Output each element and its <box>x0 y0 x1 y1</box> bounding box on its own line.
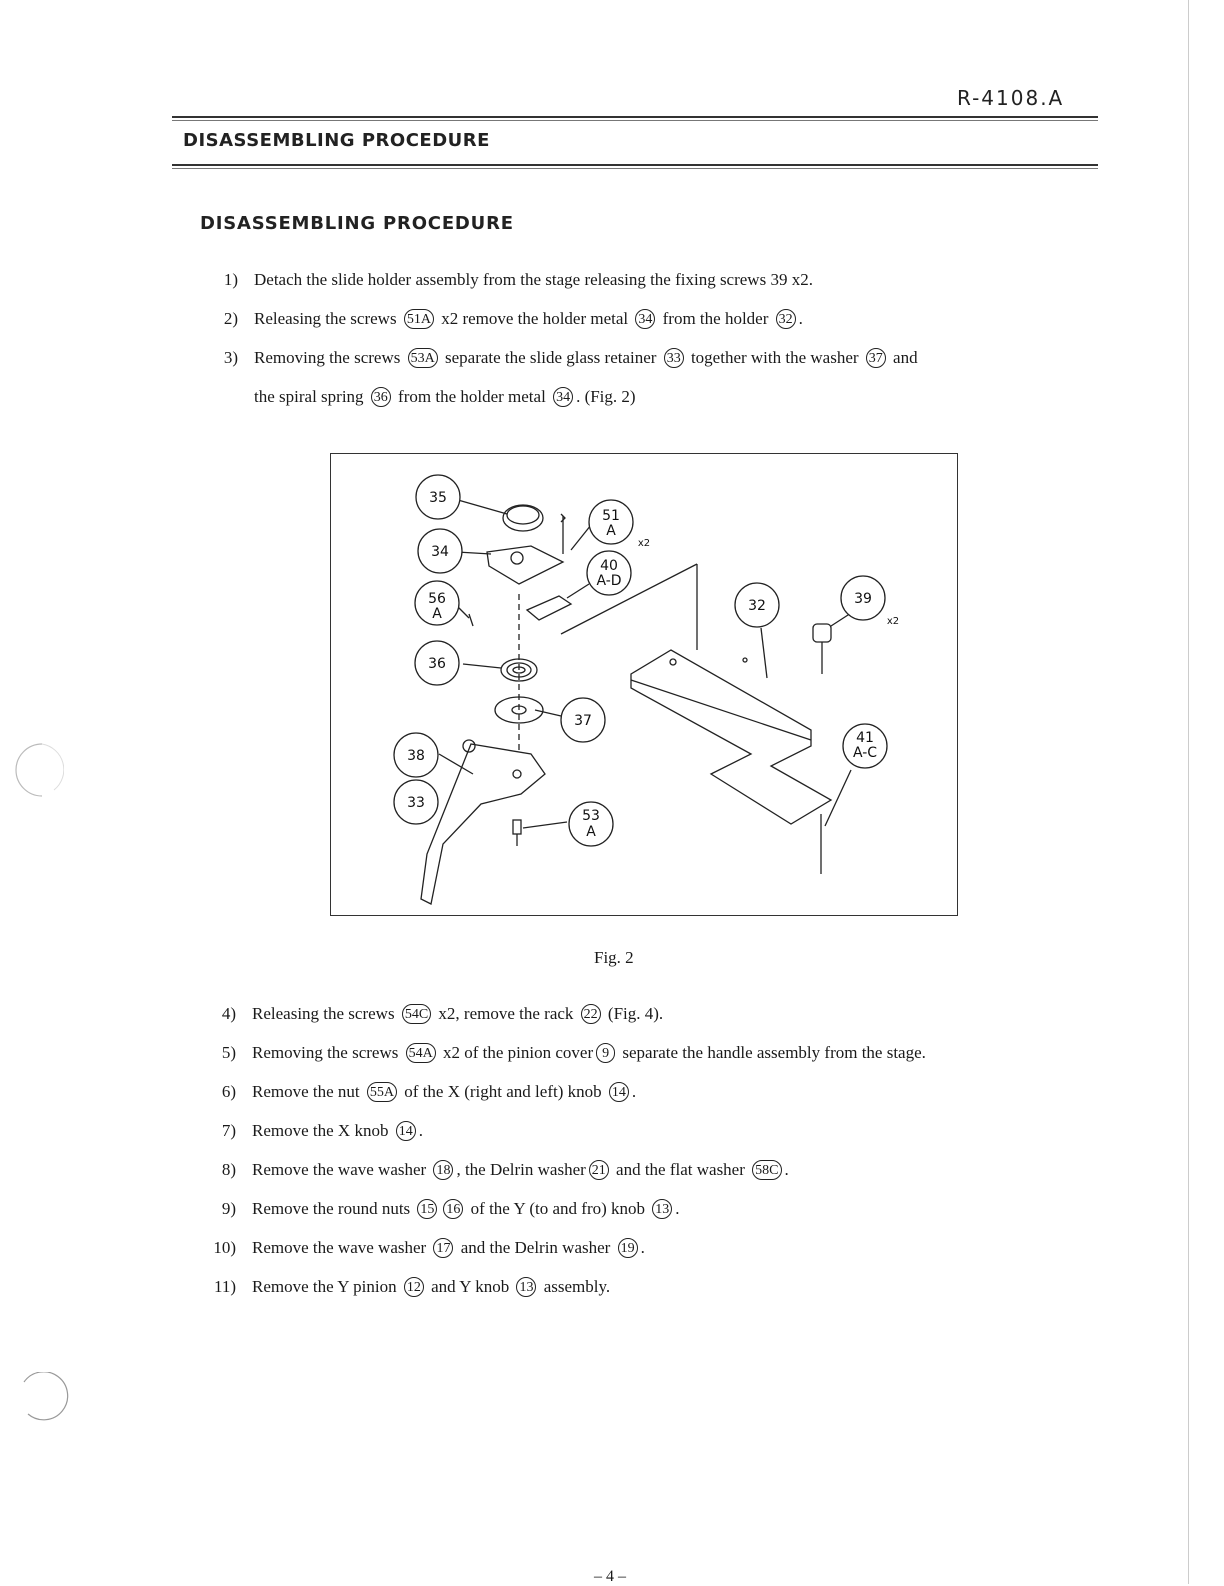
part-ref-badge: 14 <box>609 1082 629 1102</box>
step-text-part: the spiral spring <box>254 387 364 406</box>
callout-53a-sub: A <box>586 824 596 840</box>
step-9 <box>198 1199 1098 1238</box>
step-text-part: and the flat washer <box>616 1160 745 1179</box>
step-number: 10) <box>213 1238 236 1257</box>
callout-38-label: 38 <box>407 748 425 764</box>
punch-hole-mark <box>14 740 64 800</box>
clip-40-shape <box>527 596 571 620</box>
callout-37-label: 37 <box>574 713 592 729</box>
callout-41ac-label: 41 <box>856 730 874 746</box>
step-text-part: . <box>675 1199 680 1218</box>
callout-56a-label: 56 <box>428 591 446 607</box>
scan-edge-line <box>1188 0 1189 1584</box>
part-ref-badge: 18 <box>433 1160 453 1180</box>
header-rule-bottom-thin <box>172 168 1098 169</box>
header-rule-top-thin <box>172 120 1098 121</box>
callout-39-label: 39 <box>854 591 872 607</box>
step-text-part: . <box>418 1121 423 1140</box>
step-text-part: Remove the nut <box>252 1082 360 1101</box>
callout-36-label: 36 <box>428 656 446 672</box>
step-text <box>252 1238 645 1258</box>
step-text <box>254 309 803 329</box>
step-number: 9) <box>221 1199 236 1218</box>
step-text-part: Remove the Y pinion <box>252 1277 397 1296</box>
header-rule-top <box>172 116 1098 118</box>
step-text <box>252 1160 789 1180</box>
step-1 <box>200 270 1100 309</box>
step-10 <box>198 1238 1098 1277</box>
step-text-part: from the holder <box>662 309 769 328</box>
step-number: 2) <box>223 309 238 328</box>
header-rule-bottom <box>172 164 1098 166</box>
part-ref-badge: 17 <box>433 1238 453 1258</box>
knob-screw-39-shape <box>813 624 831 642</box>
step-text <box>254 387 636 407</box>
callout-39-mult: x2 <box>886 616 900 627</box>
part-ref-badge: 9 <box>596 1043 615 1063</box>
step-number: 11) <box>213 1277 236 1296</box>
step-text-part: and Y knob <box>431 1277 510 1296</box>
part-ref-badge: 22 <box>581 1004 601 1024</box>
step-4 <box>198 1004 1098 1043</box>
step-text-part: Remove the wave washer <box>252 1238 427 1257</box>
callout-53a-label: 53 <box>582 808 600 824</box>
part-ref-badge: 34 <box>553 387 573 407</box>
callout-34-label: 34 <box>431 544 449 560</box>
part-ref-badge: 14 <box>396 1121 416 1141</box>
step-number: 4) <box>221 1004 236 1023</box>
step-3 <box>200 348 1100 387</box>
step-7 <box>198 1121 1098 1160</box>
step-text-part: . <box>631 1082 637 1101</box>
step-text-part: Remove the wave washer <box>252 1160 427 1179</box>
document-code: R-4108.A <box>957 86 1065 110</box>
step-text-part: . (Fig. 2) <box>576 387 636 406</box>
header-title: DISASSEMBLING PROCEDURE <box>183 130 490 151</box>
section-title: DISASSEMBLING PROCEDURE <box>200 213 514 234</box>
part-ref-badge: 12 <box>404 1277 424 1297</box>
part-ref-badge: 55A <box>367 1082 397 1102</box>
step-number: 3) <box>223 348 238 367</box>
part-ref-badge: 53A <box>408 348 438 368</box>
step-text-part: x2 of the pinion cover <box>442 1043 594 1062</box>
step-text-part: . <box>784 1160 789 1179</box>
part-ref-badge: 34 <box>635 309 655 329</box>
step-text-part: Removing the screws <box>254 348 401 367</box>
step-text: Detach the slide holder assembly from the stage releasing the fixing screws 39 x2. <box>254 270 813 289</box>
exploded-view-drawing <box>331 454 959 917</box>
step-text-part: separate the slide glass retainer <box>444 348 657 367</box>
part-ref-badge: 37 <box>866 348 886 368</box>
step-text <box>252 1004 663 1024</box>
part-ref-badge: 21 <box>589 1160 609 1180</box>
step-text <box>252 1277 610 1297</box>
callout-41ac-sub: A-C <box>852 745 878 761</box>
callout-40ad-label: 40 <box>600 558 618 574</box>
part-ref-badge: 51A <box>404 309 434 329</box>
step-text-part: together with the washer <box>690 348 859 367</box>
callout-32-label: 32 <box>748 598 766 614</box>
step-text-part: assembly. <box>543 1277 611 1296</box>
step-text-part: Removing the screws <box>252 1043 399 1062</box>
step-text <box>252 1043 926 1063</box>
step-text <box>252 1199 680 1219</box>
step-text-part: x2, remove the rack <box>438 1004 574 1023</box>
step-3-continued <box>200 387 1100 426</box>
retainer-33-shape <box>421 744 545 904</box>
punch-hole-mark <box>14 1372 74 1422</box>
callout-51a-label: 51 <box>602 508 620 524</box>
part-ref-badge: 13 <box>516 1277 536 1297</box>
step-text-part: of the Y (to and fro) knob <box>470 1199 646 1218</box>
step-text-part: (Fig. 4). <box>607 1004 664 1023</box>
part-ref-badge: 32 <box>776 309 796 329</box>
washer-35-shape <box>503 505 543 531</box>
callout-56a-sub: A <box>432 606 442 622</box>
part-ref-badge: 54A <box>406 1043 436 1063</box>
callout-51a-mult: x2 <box>637 538 651 549</box>
part-ref-badge: 19 <box>618 1238 638 1258</box>
step-number: 7) <box>221 1121 236 1140</box>
figure-caption: Fig. 2 <box>594 948 634 967</box>
step-text-part: Releasing the screws <box>252 1004 395 1023</box>
step-number: 5) <box>221 1043 236 1062</box>
part-ref-badge: 58C <box>752 1160 781 1180</box>
part-ref-badge: 16 <box>443 1199 463 1219</box>
page-number: – 4 – <box>594 1568 626 1585</box>
step-text <box>252 1121 423 1141</box>
step-text-part: , the Delrin washer <box>456 1160 586 1179</box>
step-text-part: Remove the X knob <box>252 1121 389 1140</box>
step-text-part: and <box>893 348 918 367</box>
steps-list-bottom <box>198 1004 1098 1316</box>
step-text <box>254 348 918 368</box>
callout-51a-sub: A <box>606 523 616 539</box>
part-ref-badge: 33 <box>664 348 684 368</box>
step-5 <box>198 1043 1098 1082</box>
step-text-part: and the Delrin washer <box>460 1238 611 1257</box>
step-11 <box>198 1277 1098 1316</box>
callout-35-label: 35 <box>429 490 447 506</box>
step-text-part: from the holder metal <box>398 387 546 406</box>
part-ref-badge: 15 <box>417 1199 437 1219</box>
step-text-part: . <box>798 309 803 328</box>
step-number: 8) <box>221 1160 236 1179</box>
part-ref-badge: 54C <box>402 1004 431 1024</box>
callout-40ad-sub: A-D <box>596 573 622 589</box>
step-text-part: Releasing the screws <box>254 309 397 328</box>
step-6 <box>198 1082 1098 1121</box>
step-text-part: separate the handle assembly from the stage. <box>622 1043 926 1062</box>
step-text-part: of the X (right and left) knob <box>404 1082 602 1101</box>
holder-metal-34-shape <box>487 546 563 584</box>
step-number: 1) <box>223 270 238 289</box>
steps-list-top <box>200 270 1100 426</box>
part-ref-badge: 36 <box>371 387 391 407</box>
figure-2-exploded-diagram <box>330 453 958 916</box>
part-ref-badge: 13 <box>652 1199 672 1219</box>
step-8 <box>198 1160 1098 1199</box>
step-text-part: x2 remove the holder metal <box>441 309 629 328</box>
step-2 <box>200 309 1100 348</box>
step-text <box>252 1082 636 1102</box>
step-number: 6) <box>221 1082 236 1101</box>
callout-33-label: 33 <box>407 795 425 811</box>
step-text-part: . <box>640 1238 645 1257</box>
step-text-part: Remove the round nuts <box>252 1199 411 1218</box>
